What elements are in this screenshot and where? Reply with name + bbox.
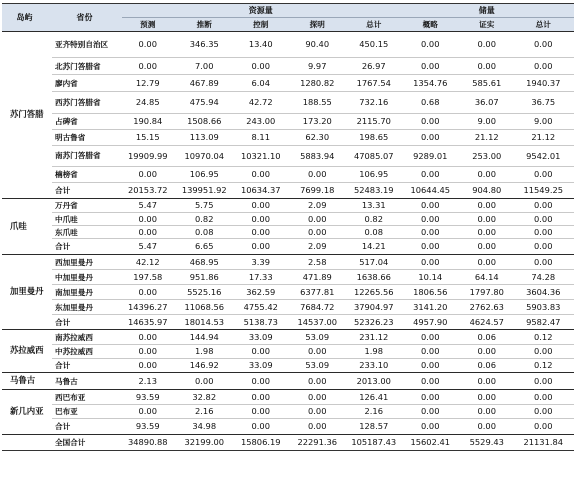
value-cell: 106.95 [348,167,405,183]
table-row [2,146,574,167]
value-cell: 52483.19 [348,183,405,199]
table-row [2,199,574,213]
value-cell: 0.00 [518,226,575,239]
value-cell: 0.00 [235,199,292,213]
value-cell: 0.00 [518,373,575,390]
grand-total-value: 22291.36 [292,435,349,451]
value-cell: 0.00 [518,167,575,183]
value-cell: 0.00 [518,199,575,213]
table-row [2,226,574,239]
table-row [2,58,574,75]
value-cell: 2.58 [292,255,349,270]
value-cell: 2.09 [292,239,349,255]
value-cell: 0.00 [518,390,575,405]
value-cell: 0.00 [405,199,462,213]
province-name: 巴布亚 [52,405,122,419]
value-cell: 0.00 [235,373,292,390]
value-cell: 126.41 [348,390,405,405]
value-cell: 0.08 [179,226,236,239]
province-name: 合计 [52,239,122,255]
value-cell: 9289.01 [405,146,462,167]
value-cell: 1797.80 [461,285,518,300]
value-cell: 5525.16 [179,285,236,300]
value-cell: 0.00 [122,359,179,373]
province-name: 南苏拉威西 [52,330,122,345]
province-name: 马鲁古 [52,373,122,390]
value-cell: 90.40 [292,32,349,58]
value-cell: 1280.82 [292,75,349,92]
table-row [2,255,574,270]
province-name: 万丹省 [52,199,122,213]
table-row [2,359,574,373]
island-name: 苏拉威西 [2,330,52,373]
value-cell: 0.00 [405,255,462,270]
value-cell: 14.21 [348,239,405,255]
value-cell: 904.80 [461,183,518,199]
value-cell: 0.00 [405,58,462,75]
value-cell: 33.09 [235,330,292,345]
island-name: 新几内亚 [2,390,52,435]
value-cell: 197.58 [122,270,179,285]
value-cell: 128.57 [348,419,405,435]
value-cell: 14635.97 [122,315,179,330]
value-cell: 0.00 [518,32,575,58]
value-cell: 0.00 [235,390,292,405]
value-cell: 2762.63 [461,300,518,315]
value-cell: 0.12 [518,359,575,373]
table-row [2,32,574,58]
grand-total-value: 5529.43 [461,435,518,451]
province-name: 南加里曼丹 [52,285,122,300]
value-cell: 450.15 [348,32,405,58]
value-cell: 471.89 [292,270,349,285]
province-name: 西巴布亚 [52,390,122,405]
value-cell: 0.00 [122,285,179,300]
province-name: 合计 [52,183,122,199]
value-cell: 0.00 [292,373,349,390]
table-row [2,373,574,390]
province-name: 合计 [52,315,122,330]
island-name: 爪哇 [2,199,52,255]
value-cell: 5.47 [122,199,179,213]
value-cell: 20153.72 [122,183,179,199]
value-cell: 4624.57 [461,315,518,330]
value-cell: 24.85 [122,92,179,114]
value-cell: 1.98 [348,345,405,359]
value-cell: 0.00 [461,213,518,226]
value-cell: 188.55 [292,92,349,114]
table-row [2,270,574,285]
col-header: 概略 [405,18,462,32]
col-header: 预测 [122,18,179,32]
value-cell: 0.00 [461,255,518,270]
value-cell: 0.08 [348,226,405,239]
value-cell: 585.61 [461,75,518,92]
value-cell: 0.00 [518,213,575,226]
value-cell: 74.28 [518,270,575,285]
value-cell: 0.12 [518,330,575,345]
value-cell: 1.98 [179,345,236,359]
value-cell: 4957.90 [405,315,462,330]
value-cell: 13.40 [235,32,292,58]
col-header: 控制 [235,18,292,32]
table-row [2,183,574,199]
table-row [2,75,574,92]
value-cell: 0.68 [405,92,462,114]
value-cell: 0.00 [405,226,462,239]
value-cell: 1638.66 [348,270,405,285]
value-cell: 64.14 [461,270,518,285]
value-cell: 37904.97 [348,300,405,315]
value-cell: 5.47 [122,239,179,255]
value-cell: 10.14 [405,270,462,285]
value-cell: 0.00 [461,32,518,58]
value-cell: 0.00 [292,345,349,359]
table-row [2,167,574,183]
value-cell: 468.95 [179,255,236,270]
value-cell: 36.07 [461,92,518,114]
value-cell: 10970.04 [179,146,236,167]
value-cell: 53.09 [292,330,349,345]
value-cell: 0.00 [405,130,462,146]
value-cell: 2.16 [179,405,236,419]
value-cell: 0.00 [235,213,292,226]
table-body [2,32,574,451]
value-cell: 467.89 [179,75,236,92]
value-cell: 0.00 [405,32,462,58]
value-cell: 1508.66 [179,114,236,130]
value-cell: 1806.56 [405,285,462,300]
value-cell: 0.00 [122,330,179,345]
value-cell: 12.79 [122,75,179,92]
value-cell: 0.82 [179,213,236,226]
grand-total-value: 21131.84 [518,435,575,451]
value-cell: 10321.10 [235,146,292,167]
value-cell: 253.00 [461,146,518,167]
value-cell: 2115.70 [348,114,405,130]
value-cell: 47085.07 [348,146,405,167]
value-cell: 52326.23 [348,315,405,330]
value-cell: 0.00 [122,226,179,239]
value-cell: 13.31 [348,199,405,213]
grand-total-value: 105187.43 [348,435,405,451]
province-name: 北苏门答腊省 [52,58,122,75]
value-cell: 0.00 [405,114,462,130]
province-name: 明古鲁省 [52,130,122,146]
value-cell: 9.97 [292,58,349,75]
value-cell: 0.00 [122,58,179,75]
value-cell: 0.00 [461,419,518,435]
table-row [2,419,574,435]
coal-resources-table [2,3,574,451]
value-cell: 0.00 [461,199,518,213]
value-cell: 8.11 [235,130,292,146]
value-cell: 0.00 [292,167,349,183]
value-cell: 951.86 [179,270,236,285]
value-cell: 34.98 [179,419,236,435]
value-cell: 3.39 [235,255,292,270]
value-cell: 1354.76 [405,75,462,92]
table-row [2,300,574,315]
value-cell: 0.00 [461,390,518,405]
table-row [2,213,574,226]
col-header: 总计 [518,18,575,32]
province-name: 西苏门答腊省 [52,92,122,114]
value-cell: 113.09 [179,130,236,146]
value-cell: 7699.18 [292,183,349,199]
province-name: 中爪哇 [52,213,122,226]
value-cell: 0.00 [405,405,462,419]
value-cell: 5903.83 [518,300,575,315]
table-row [2,92,574,114]
value-cell: 7684.72 [292,300,349,315]
value-cell: 0.00 [405,345,462,359]
value-cell: 0.06 [461,359,518,373]
value-cell: 0.00 [235,419,292,435]
value-cell: 475.94 [179,92,236,114]
value-cell: 3604.36 [518,285,575,300]
grand-total-row [2,435,574,451]
province-name: 亚齐特别自治区 [52,32,122,58]
value-cell: 173.20 [292,114,349,130]
value-cell: 0.00 [518,345,575,359]
value-cell: 17.33 [235,270,292,285]
province-name: 中苏拉威西 [52,345,122,359]
province-name: 合计 [52,359,122,373]
value-cell: 36.75 [518,92,575,114]
value-cell: 0.00 [461,58,518,75]
province-name: 楠榜省 [52,167,122,183]
province-name: 东爪哇 [52,226,122,239]
value-cell: 106.95 [179,167,236,183]
value-cell: 0.00 [518,255,575,270]
value-cell: 14396.27 [122,300,179,315]
province-name: 占碑省 [52,114,122,130]
value-cell: 0.00 [405,359,462,373]
col-header: 探明 [292,18,349,32]
value-cell: 0.00 [292,390,349,405]
value-cell: 0.00 [292,213,349,226]
value-cell: 4755.42 [235,300,292,315]
value-cell: 0.00 [461,345,518,359]
value-cell: 93.59 [122,419,179,435]
value-cell: 0.00 [292,226,349,239]
value-cell: 11549.25 [518,183,575,199]
value-cell: 19909.99 [122,146,179,167]
value-cell: 0.00 [518,239,575,255]
col-header: 总计 [348,18,405,32]
value-cell: 0.00 [518,58,575,75]
table-row [2,285,574,300]
value-cell: 0.00 [122,213,179,226]
province-name: 中加里曼丹 [52,270,122,285]
grand-total-value: 15602.41 [405,435,462,451]
grand-total-value: 32199.00 [179,435,236,451]
grand-total-spacer [2,435,52,451]
value-cell: 0.06 [461,330,518,345]
grand-total-value: 15806.19 [235,435,292,451]
table-row [2,130,574,146]
value-cell: 0.00 [179,373,236,390]
value-cell: 6.65 [179,239,236,255]
table-row [2,405,574,419]
island-name: 加里曼丹 [2,255,52,330]
value-cell: 0.00 [122,32,179,58]
value-cell: 42.72 [235,92,292,114]
value-cell: 21.12 [518,130,575,146]
value-cell: 0.00 [461,226,518,239]
value-cell: 0.00 [122,345,179,359]
value-cell: 0.00 [122,167,179,183]
value-cell: 146.92 [179,359,236,373]
value-cell: 11068.56 [179,300,236,315]
col-header: 证实 [461,18,518,32]
value-cell: 3141.20 [405,300,462,315]
value-cell: 0.00 [292,405,349,419]
value-cell: 517.04 [348,255,405,270]
value-cell: 231.12 [348,330,405,345]
grand-total-label: 全国合计 [52,435,122,451]
grand-total-value: 34890.88 [122,435,179,451]
value-cell: 190.84 [122,114,179,130]
value-cell: 2013.00 [348,373,405,390]
value-cell: 14537.00 [292,315,349,330]
value-cell: 346.35 [179,32,236,58]
province-name: 廖内省 [52,75,122,92]
value-cell: 0.00 [518,419,575,435]
province-name: 西加里曼丹 [52,255,122,270]
value-cell: 6377.81 [292,285,349,300]
table-row [2,114,574,130]
value-cell: 233.10 [348,359,405,373]
value-cell: 53.09 [292,359,349,373]
value-cell: 9582.47 [518,315,575,330]
value-cell: 0.00 [405,419,462,435]
value-cell: 2.16 [348,405,405,419]
value-cell: 5.75 [179,199,236,213]
value-cell: 362.59 [235,285,292,300]
header-island: 岛屿 [2,4,52,32]
island-name: 苏门答腊 [2,32,52,199]
value-cell: 0.00 [405,167,462,183]
value-cell: 144.94 [179,330,236,345]
value-cell: 732.16 [348,92,405,114]
value-cell: 0.00 [235,226,292,239]
value-cell: 0.00 [235,405,292,419]
value-cell: 9.00 [518,114,575,130]
value-cell: 12265.56 [348,285,405,300]
value-cell: 0.00 [235,167,292,183]
value-cell: 0.00 [405,373,462,390]
value-cell: 93.59 [122,390,179,405]
province-name: 东加里曼丹 [52,300,122,315]
province-name: 南苏门答腊省 [52,146,122,167]
value-cell: 0.00 [405,330,462,345]
value-cell: 0.00 [292,419,349,435]
value-cell: 6.04 [235,75,292,92]
value-cell: 7.00 [179,58,236,75]
value-cell: 0.00 [405,390,462,405]
value-cell: 9542.01 [518,146,575,167]
table-row [2,390,574,405]
header-province: 省份 [52,4,122,32]
value-cell: 198.65 [348,130,405,146]
value-cell: 0.00 [235,58,292,75]
value-cell: 10644.45 [405,183,462,199]
province-name: 合计 [52,419,122,435]
value-cell: 243.00 [235,114,292,130]
value-cell: 26.97 [348,58,405,75]
value-cell: 62.30 [292,130,349,146]
table-row [2,330,574,345]
value-cell: 32.82 [179,390,236,405]
header-reserves: 储量 [405,4,575,18]
value-cell: 2.13 [122,373,179,390]
value-cell: 5883.94 [292,146,349,167]
value-cell: 9.00 [461,114,518,130]
value-cell: 0.00 [122,405,179,419]
value-cell: 10634.37 [235,183,292,199]
col-header: 推断 [179,18,236,32]
value-cell: 18014.53 [179,315,236,330]
value-cell: 0.00 [461,373,518,390]
value-cell: 0.00 [235,239,292,255]
value-cell: 0.00 [461,167,518,183]
value-cell: 2.09 [292,199,349,213]
value-cell: 0.00 [461,239,518,255]
value-cell: 15.15 [122,130,179,146]
value-cell: 1940.37 [518,75,575,92]
value-cell: 21.12 [461,130,518,146]
header-resources: 资源量 [122,4,405,18]
value-cell: 1767.54 [348,75,405,92]
table-row [2,315,574,330]
value-cell: 0.00 [235,345,292,359]
table-row [2,239,574,255]
value-cell: 0.00 [405,213,462,226]
value-cell: 0.00 [518,405,575,419]
value-cell: 42.12 [122,255,179,270]
value-cell: 139951.92 [179,183,236,199]
value-cell: 5138.73 [235,315,292,330]
table-row [2,345,574,359]
value-cell: 0.00 [461,405,518,419]
value-cell: 0.00 [405,239,462,255]
value-cell: 0.82 [348,213,405,226]
header-row-groups [2,4,574,18]
island-name: 马鲁古 [2,373,52,390]
value-cell: 33.09 [235,359,292,373]
